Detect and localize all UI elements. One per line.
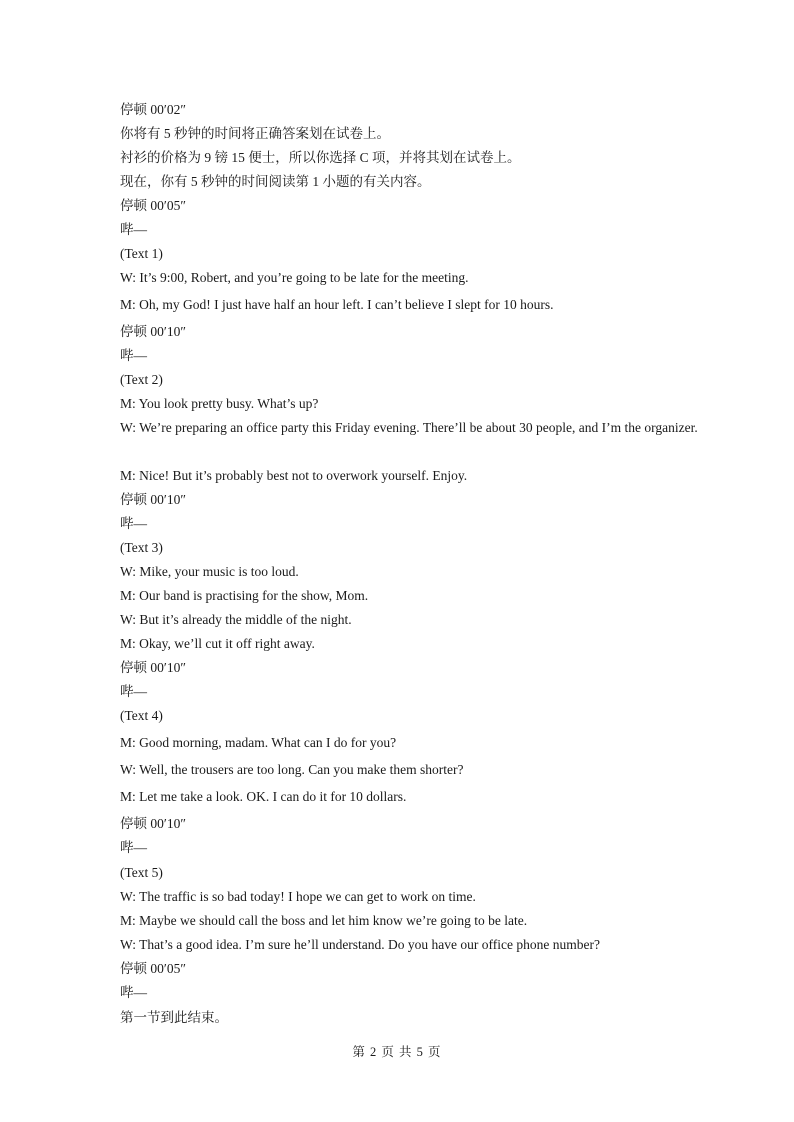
text-heading: (Text 5) <box>120 865 163 880</box>
instruction-line: 你将有 5 秒钟的时间将正确答案划在试卷上。 <box>120 126 390 141</box>
pause-marker: 停顿 00′10″ <box>120 816 186 831</box>
dialogue-line: M: Our band is practising for the show, Mom. <box>120 588 369 603</box>
pause-marker: 停顿 00′10″ <box>120 492 186 507</box>
dialogue-line: M: Nice! But it’s probably best not to overwork yourself. Enjoy. <box>120 468 468 483</box>
beep-marker: 哔— <box>120 222 147 237</box>
dialogue-line: M: Oh, my God! I just have half an hour left. I can’t believe I slept for 10 hours. <box>120 297 554 312</box>
text-heading: (Text 3) <box>120 540 163 555</box>
text-heading: (Text 2) <box>120 372 163 387</box>
pause-marker: 停顿 00′05″ <box>120 198 186 213</box>
pause-marker: 停顿 00′10″ <box>120 660 186 675</box>
dialogue-line: W: But it’s already the middle of the night. <box>120 612 352 627</box>
text-heading: (Text 4) <box>120 708 163 723</box>
beep-marker: 哔— <box>120 684 147 699</box>
dialogue-line: M: You look pretty busy. What’s up? <box>120 396 319 411</box>
dialogue-line: W: It’s 9:00, Robert, and you’re going to be late for the meeting. <box>120 270 469 285</box>
beep-marker: 哔— <box>120 516 147 531</box>
dialogue-line: W: That’s a good idea. I’m sure he’ll understand. Do you have our office phone number? <box>120 937 600 952</box>
dialogue-line: M: Let me take a look. OK. I can do it for 10 dollars. <box>120 789 407 804</box>
dialogue-line: M: Okay, we’ll cut it off right away. <box>120 636 315 651</box>
dialogue-line: M: Maybe we should call the boss and let him know we’re going to be late. <box>120 913 528 928</box>
dialogue-line: W: Well, the trousers are too long. Can you make them shorter? <box>120 762 464 777</box>
pause-marker: 停顿 00′10″ <box>120 324 186 339</box>
text-heading: (Text 1) <box>120 246 163 261</box>
page-footer: 第 2 页 共 5 页 <box>352 1045 442 1059</box>
dialogue-line: W: The traffic is so bad today! I hope we can get to work on time. <box>120 889 476 904</box>
pause-marker: 停顿 00′05″ <box>120 961 186 976</box>
beep-marker: 哔— <box>120 985 147 1000</box>
dialogue-line: M: Good morning, madam. What can I do for you? <box>120 735 397 750</box>
dialogue-line: W: Mike, your music is too loud. <box>120 564 299 579</box>
beep-marker: 哔— <box>120 348 147 363</box>
instruction-line: 现在，你有 5 秒钟的时间阅读第 1 小题的有关内容。 <box>120 174 431 189</box>
section-end-line: 第一节到此结束。 <box>120 1010 228 1025</box>
instruction-line: 衬衫的价格为 9 镑 15 便士，所以你选择 C 项，并将其划在试卷上。 <box>120 150 521 165</box>
pause-marker: 停顿 00′02″ <box>120 102 186 117</box>
dialogue-line: W: We’re preparing an office party this Friday evening. There’ll be about 30 people, and I’m the organizer. <box>120 420 698 435</box>
beep-marker: 哔— <box>120 840 147 855</box>
